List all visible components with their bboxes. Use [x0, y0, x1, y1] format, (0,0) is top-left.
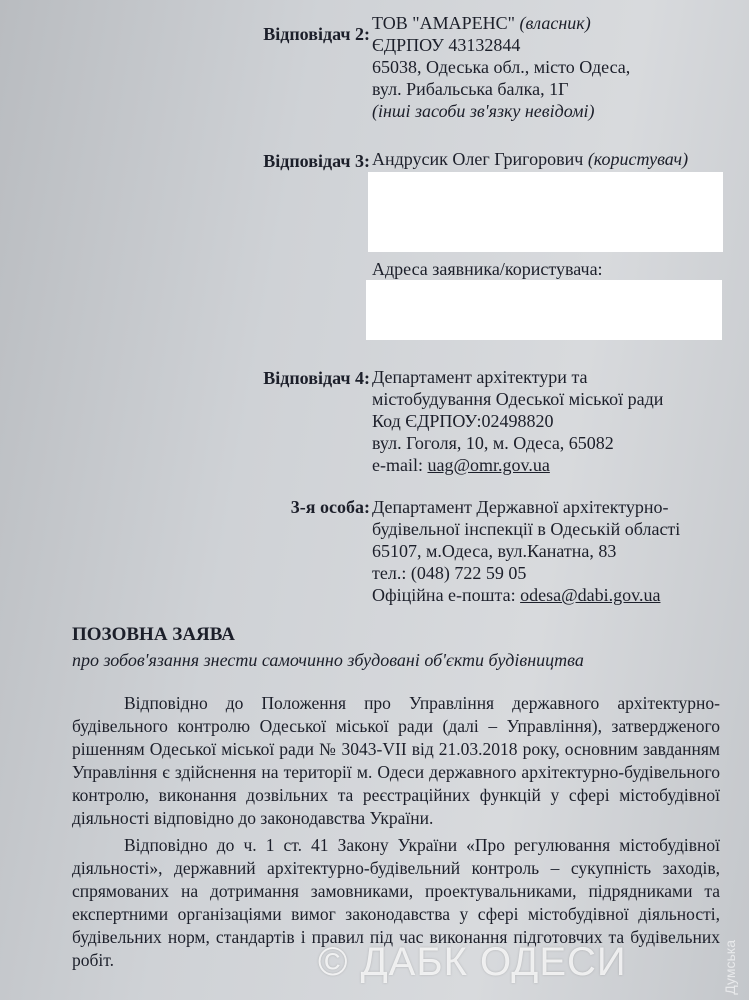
paragraph-1: Відповідно до Положення про Управління державного архітектурно-будівельного контролю Одеської міської ради (далі – Управління), затвердженого рішенням Одеської міської ради № 3043-VII від 21.03.2018 року, основним завданням Управління є здійснення на території м. Одеси державного архітектурно-будівельного контролю, виконання дозвільних та реєстраційних функцій у сфері містобудівної діяльності відповідно до законодавства України.	[72, 693, 720, 828]
respondent3-name: Андрусик Олег Григорович	[372, 149, 584, 169]
respondent4-block	[372, 366, 663, 476]
respondent2-address-line1: 65038, Одеська обл., місто Одеса,	[372, 57, 631, 77]
third-party-line1: Департамент Державної архітектурно-	[372, 497, 669, 517]
watermark: © ДАБК ОДЕСИ	[318, 940, 627, 984]
respondent2-label: Відповідач 2:	[263, 24, 370, 44]
respondent2-edrpou: ЄДРПОУ 43132844	[372, 35, 521, 55]
third-party-address: 65107, м.Одеса, вул.Канатна, 83	[372, 541, 617, 561]
respondent2-role: (власник)	[519, 13, 591, 33]
respondent2-block	[372, 12, 630, 122]
respondent2-address-line2: вул. Рибальська балка, 1Г	[372, 79, 569, 99]
third-party-phone: тел.: (048) 722 59 05	[372, 563, 527, 583]
respondent2-name: ТОВ "АМАРЕНС"	[372, 13, 515, 33]
respondent4-address: вул. Гоголя, 10, м. Одеса, 65082	[372, 433, 614, 453]
third-party-email-label: Офіційна е-пошта:	[372, 585, 521, 605]
respondent4-email-link[interactable]: uag@omr.gov.ua	[427, 455, 550, 475]
respondent4-code: Код ЄДРПОУ:02498820	[372, 411, 554, 431]
paragraph-2: Відповідно до ч. 1 ст. 41 Закону України «Про регулювання містобудівної діяльності», державний архітектурно-будівельний контроль – сукупність заходів, спрямованих на дотримання замовниками, проектувальниками, підрядниками та експертними організаціями вимог законодавства у сфері містобудівної діяльності, будівельних норм, стандартів і правил під час виконання підготовчих та будівельних робіт.	[72, 835, 720, 970]
respondent4-email-label: e-mail:	[372, 455, 428, 475]
third-party-block	[372, 496, 680, 606]
respondent3-name-line	[372, 148, 688, 170]
respondent3-address-label: Адреса заявника/користувача:	[372, 259, 603, 279]
third-party-email-link[interactable]: odesa@dabi.gov.ua	[520, 585, 661, 605]
respondent4-line1: Департамент архітектури та	[372, 367, 588, 387]
body-text	[72, 692, 720, 972]
respondent3-role: (користувач)	[587, 149, 689, 169]
document-subtitle: про зобов'язання знести самочинно збудовані об'єкти будівництва	[72, 650, 584, 670]
redacted-block	[366, 280, 722, 340]
respondent3-label: Відповідач 3:	[263, 151, 370, 171]
side-watermark: Думська	[722, 940, 738, 995]
respondent2-contact-note: (інші засоби зв'язку невідомі)	[372, 101, 595, 121]
document-title: ПОЗОВНА ЗАЯВА	[72, 624, 235, 645]
third-party-line2: будівельної інспекції в Одеській області	[372, 519, 681, 539]
redacted-block	[368, 172, 723, 252]
respondent4-label: Відповідач 4:	[263, 368, 370, 388]
third-party-label: 3-я особа:	[290, 497, 370, 517]
respondent4-line2: містобудування Одеської міської ради	[372, 389, 664, 409]
